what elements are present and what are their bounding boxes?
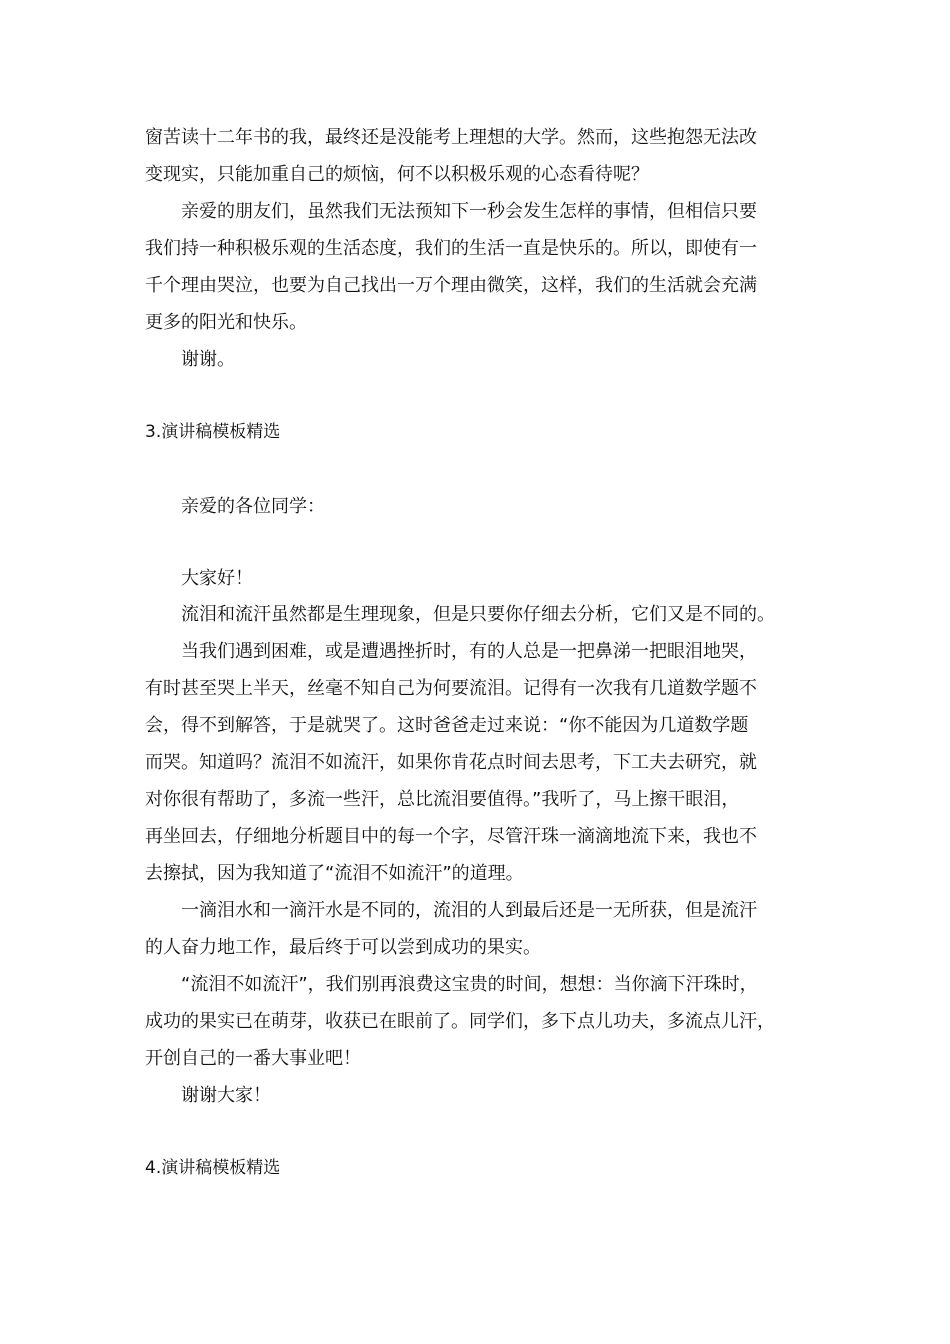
- paragraph-line: 成功的果实已在萌芽，收获已在眼前了。同学们，多下点儿功夫，多流点儿汗，: [145, 1011, 775, 1032]
- paragraph-line: 更多的阳光和快乐。: [145, 312, 307, 333]
- closing-line: 谢谢。: [181, 349, 235, 370]
- paragraph-line: 流泪和流汗虽然都是生理现象，但是只要你仔细去分析，它们又是不同的。: [181, 604, 775, 625]
- paragraph-line: 当我们遇到困难，或是遭遇挫折时，有的人总是一把鼻涕一把眼泪地哭，: [181, 641, 757, 662]
- paragraph-line: 变现实，只能加重自己的烦恼，何不以积极乐观的心态看待呢？: [145, 164, 649, 185]
- closing-line: 谢谢大家！: [181, 1085, 271, 1106]
- paragraph-line: 我们持一种积极乐观的生活态度，我们的生活一直是快乐的。所以，即使有一: [145, 238, 757, 259]
- greeting-line: 大家好！: [181, 568, 253, 589]
- paragraph-line: 亲爱的朋友们，虽然我们无法预知下一秒会发生怎样的事情，但相信只要: [181, 201, 757, 222]
- paragraph-line: “流泪不如流汗”，我们别再浪费这宝贵的时间，想想：当你滴下汗珠时，: [181, 974, 758, 995]
- paragraph-line: 千个理由哭泣，也要为自己找出一万个理由微笑，这样，我们的生活就会充满: [145, 275, 757, 296]
- section-heading: 4.演讲稿模板精选: [145, 1158, 281, 1178]
- salutation-line: 亲爱的各位同学：: [181, 496, 325, 517]
- paragraph-line: 的人奋力地工作，最后终于可以尝到成功的果实。: [145, 937, 541, 958]
- section-heading: 3.演讲稿模板精选: [145, 422, 281, 442]
- paragraph-line: 而哭。知道吗？流泪不如流汗，如果你肯花点时间去思考，下工夫去研究，就: [145, 752, 757, 773]
- paragraph-line: 去擦拭，因为我知道了“流泪不如流汗”的道理。: [145, 863, 524, 884]
- paragraph-line: 窗苦读十二年书的我，最终还是没能考上理想的大学。然而，这些抱怨无法改: [145, 127, 757, 148]
- paragraph-line: 会，得不到解答，于是就哭了。这时爸爸走过来说：“你不能因为几道数学题: [145, 715, 749, 736]
- paragraph-line: 对你很有帮助了，多流一些汗，总比流泪要值得。”我听了，马上擦干眼泪，: [145, 789, 740, 810]
- paragraph-line: 一滴泪水和一滴汗水是不同的，流泪的人到最后还是一无所获，但是流汗: [181, 900, 757, 921]
- paragraph-line: 开创自己的一番大事业吧！: [145, 1048, 361, 1069]
- paragraph-line: 有时甚至哭上半天，丝毫不知自己为何要流泪。记得有一次我有几道数学题不: [145, 678, 757, 699]
- paragraph-line: 再坐回去，仔细地分析题目中的每一个字，尽管汗珠一滴滴地流下来，我也不: [145, 826, 757, 847]
